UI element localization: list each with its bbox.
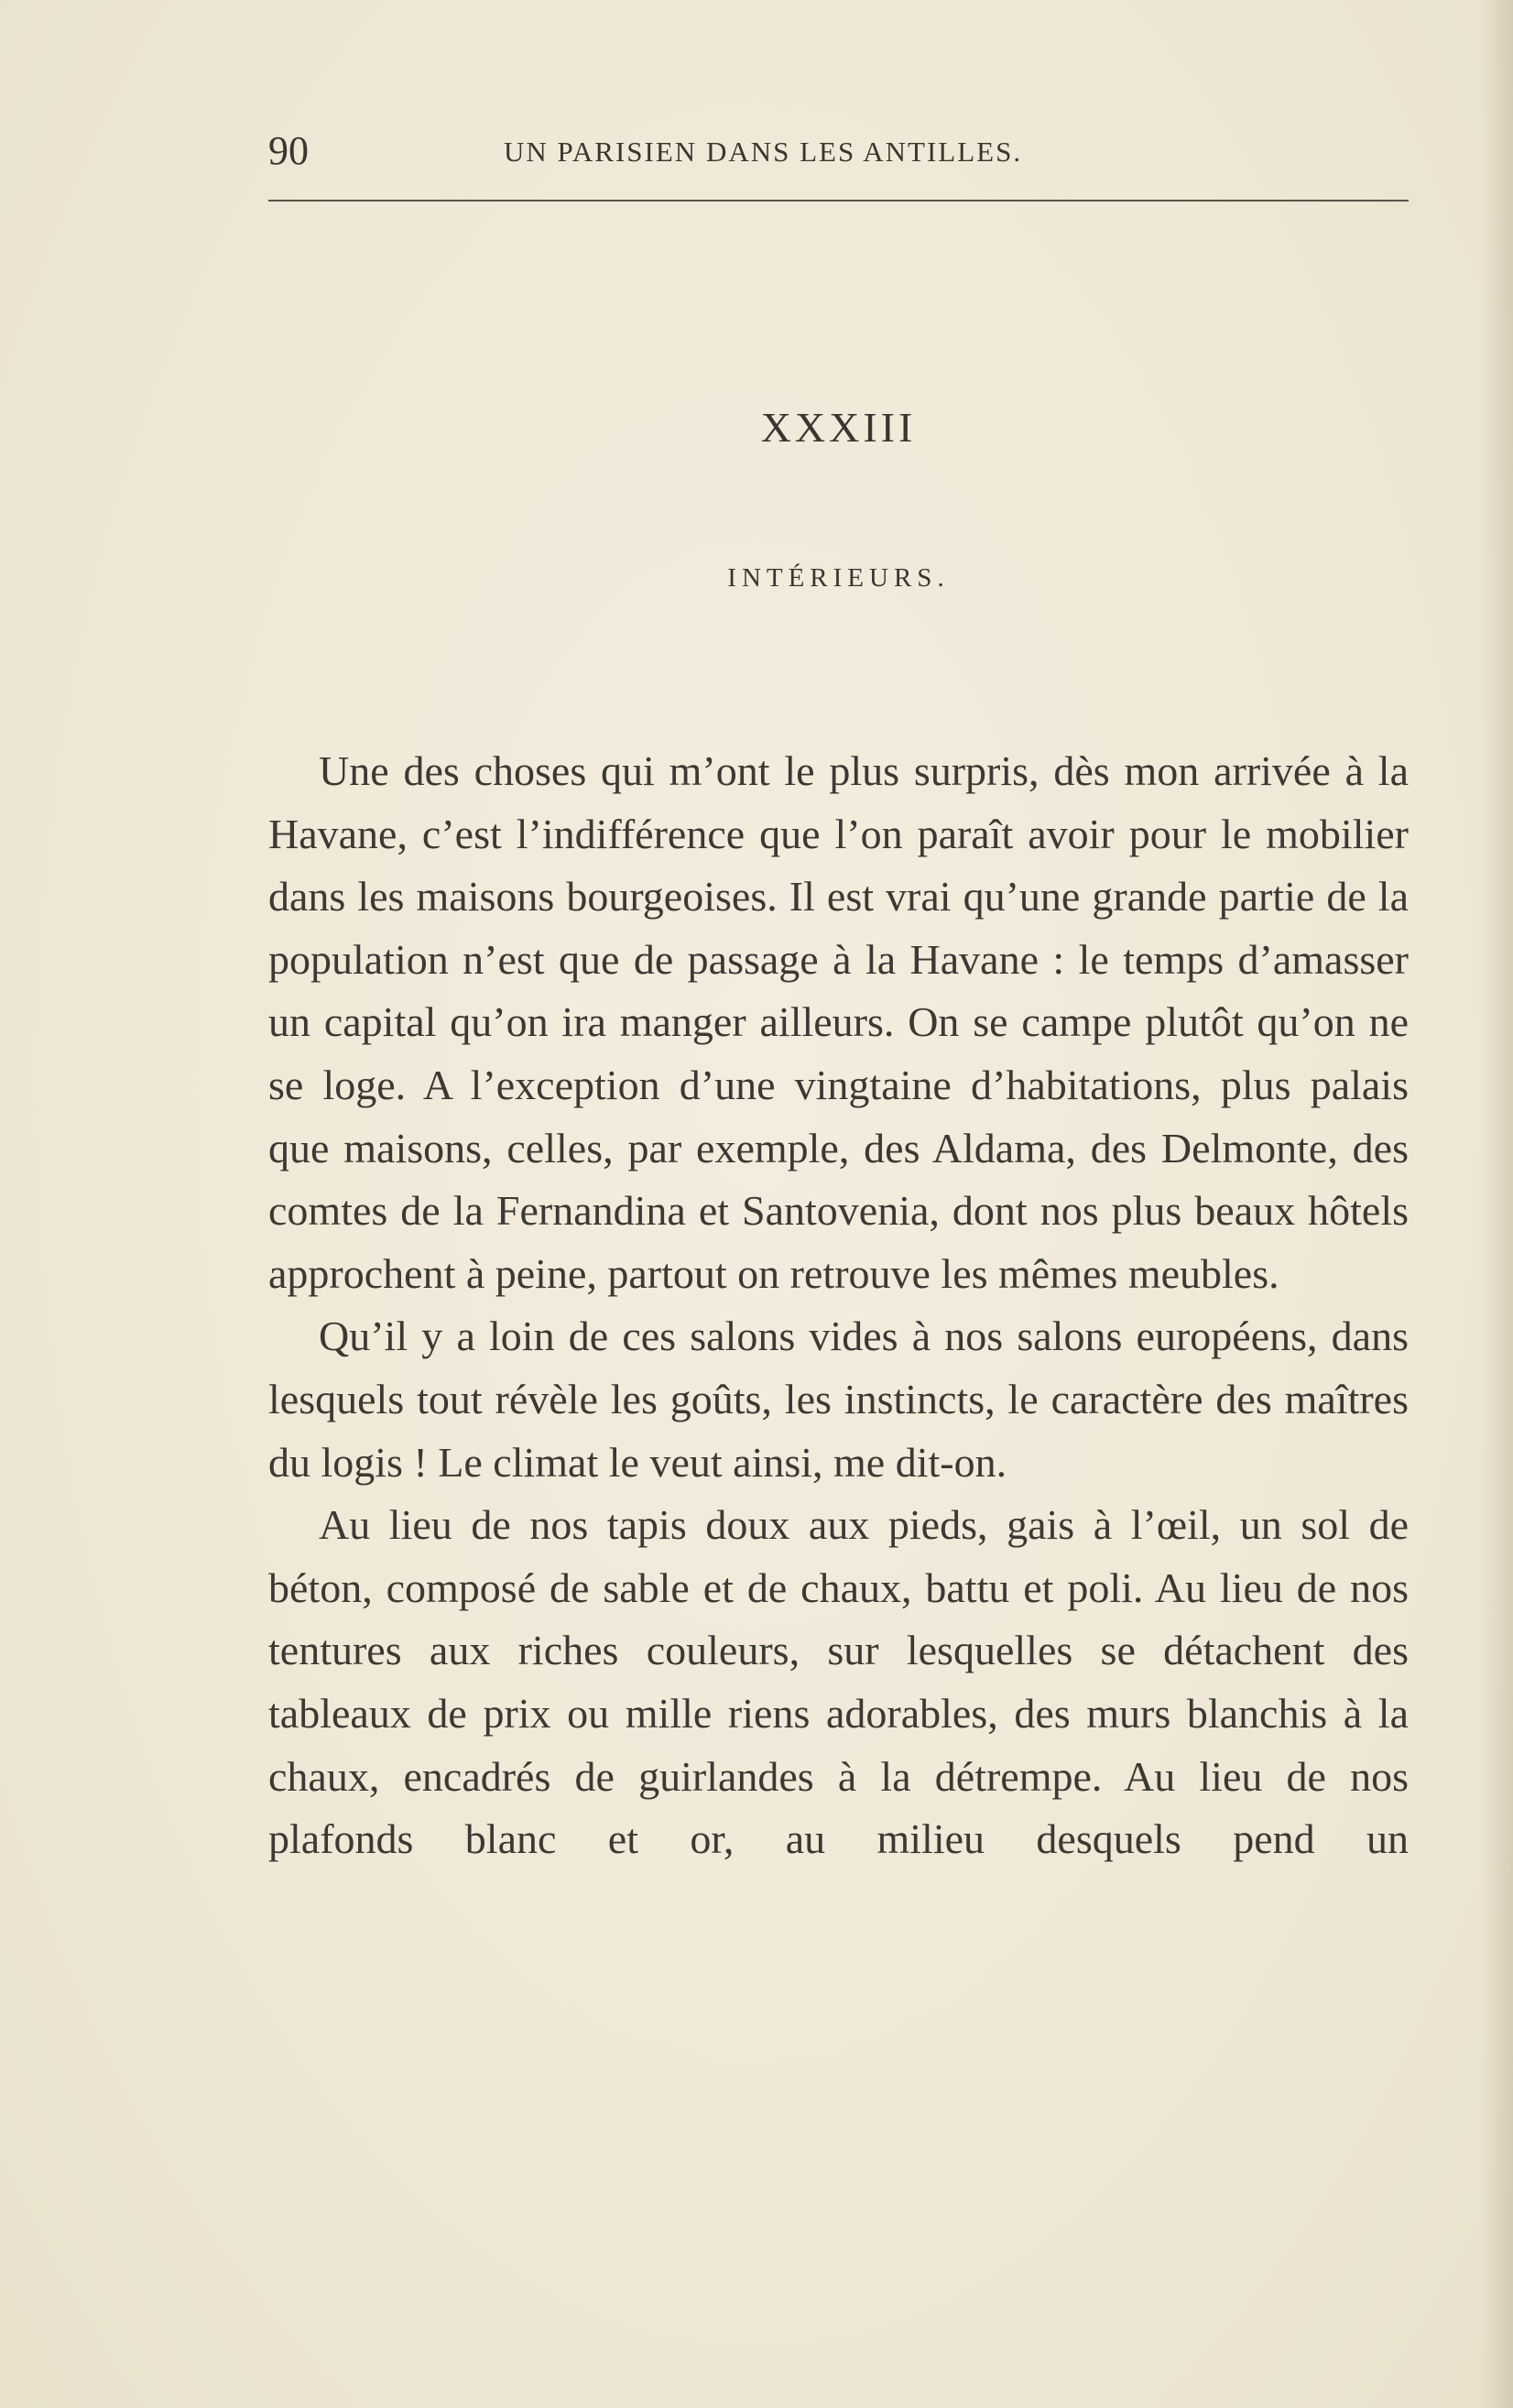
paragraph-3: Au lieu de nos tapis doux aux pieds, gais à l’œil, un sol de béton, composé de sable et de chaux, battu et poli. Au lieu de nos tentures aux riches couleurs, sur lesquelles se détachent des tableaux de prix ou mille riens adorables, des murs blanchis à la chaux, encadrés de guirlandes à la détrempe. Au lieu de nos plafonds blanc et or, au milieu desquels pend un [268, 1501, 1409, 1863]
page-edge-shadow [1480, 0, 1513, 2408]
header-rule [268, 200, 1409, 202]
body-text [268, 740, 1409, 1871]
chapter-title: INTÉRIEURS. [727, 563, 950, 593]
page-number: 90 [268, 128, 309, 173]
running-title: UN PARISIEN DANS LES ANTILLES. [504, 136, 1023, 168]
paragraph-2: Qu’il y a loin de ces salons vides à nos salons européens, dans lesquels tout révèle les goûts, les instincts, le caractère des maîtres du logis ! Le climat le veut ainsi, me dit-on. [268, 1313, 1409, 1486]
chapter-number: XXXIII [760, 404, 917, 451]
running-head [268, 128, 1409, 183]
paragraph-1: Une des choses qui m’ont le plus surpris, dès mon arrivée à la Havane, c’est l’indifférence que l’on paraît avoir pour le mobilier dans les maisons bourgeoises. Il est vrai qu’une grande partie de la population n’est que de passage à la Havane : le temps d’amasser un capital qu’on ira manger ailleurs. On se campe plutôt qu’on ne se loge. A l’exception d’une vingtaine d’habitations, plus palais que maisons, celles, par exemple, des Aldama, des Delmonte, des comtes de la Fernandina et Santovenia, dont nos plus beaux hôtels approchent à peine, partout on retrouve les mêmes meubles. [268, 747, 1409, 1297]
